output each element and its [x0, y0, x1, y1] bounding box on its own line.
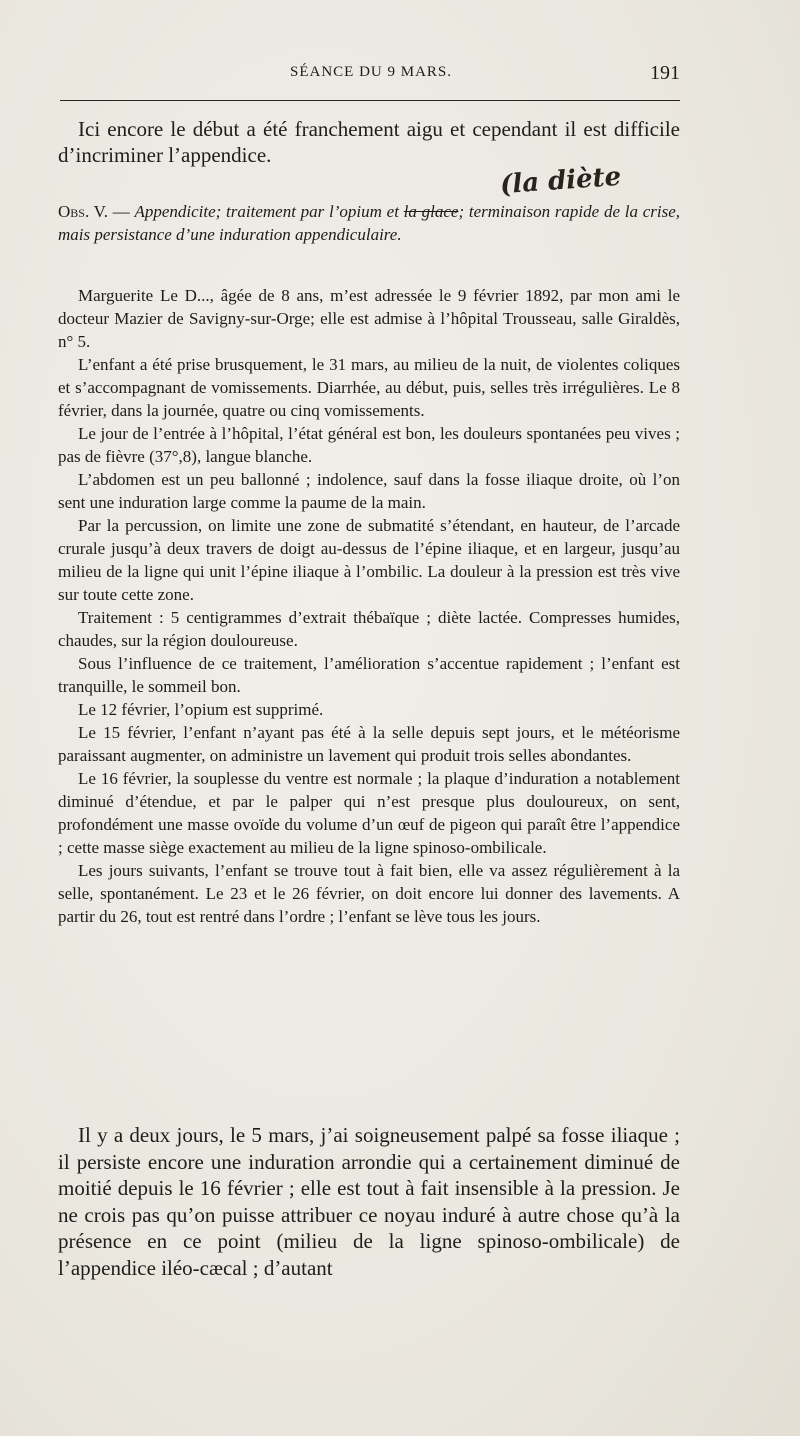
body-paragraph: L’abdomen est un peu ballonné ; indolence, sauf dans la fosse iliaque droite, où l’on sent une induration large comme la paume de la main.	[58, 470, 680, 512]
page-header	[60, 64, 680, 94]
body-paragraph: Le 16 février, la souplesse du ventre est normale ; la plaque d’induration a notablement diminué d’étendue, et par le palper qui n’est presque plus douloureux, on sent, profondément une masse ovoïde du volume d’un œuf de pigeon qui paraît être l’appendice ; cette masse siège exactement au milieu de la ligne spinoso-ombilicale.	[58, 769, 680, 857]
observation-label: Obs. V.	[58, 202, 108, 221]
page-number: 191	[650, 62, 680, 84]
body-paragraph: Sous l’influence de ce traitement, l’amélioration s’accentue rapidement ; l’enfant est tranquille, le sommeil bon.	[58, 654, 680, 696]
body-paragraph: L’enfant a été prise brusquement, le 31 mars, au milieu de la nuit, de violentes coliques et s’accompagnant de vomissements. Diarrhée, au début, puis, selles très irrégulières. Le 8 février, dans la journée, quatre ou cinq vomissements.	[58, 355, 680, 420]
final-paragraph: Il y a deux jours, le 5 mars, j’ai soigneusement palpé sa fosse iliaque ; il persiste encore une induration arrondie qui a certainement diminué de moitié depuis le 16 février ; elle est tout à fait insensible à la pression. Je ne crois pas qu’on puisse attribuer ce noyau induré à autre chose qu’à la présence en ce point (milieu de la ligne spinoso-ombilicale) de l’appendice iléo-cæcal ; d’autant	[58, 1123, 680, 1280]
observation-title-part2: ; terminaison rapide de la crise, mais persistance d’une induration appendiculaire.	[58, 202, 680, 244]
case-report-body	[58, 284, 680, 928]
header-rule	[60, 100, 680, 101]
body-paragraph: Par la percussion, on limite une zone de submatité s’étendant, en hauteur, de l’arcade crurale jusqu’à deux travers de doigt au-dessus de l’épine iliaque, et en largeur, jusqu’au milieu de la ligne qui unit l’épine iliaque à l’ombilic. La douleur à la pression est très vive sur toute cette zone.	[58, 516, 680, 604]
observation-heading	[58, 200, 680, 246]
body-paragraph: Marguerite Le D..., âgée de 8 ans, m’est adressée le 9 février 1892, par mon ami le docteur Mazier de Savigny-sur-Orge; elle est admise à l’hôpital Trousseau, salle Giraldès, n° 5.	[58, 286, 680, 351]
body-paragraph: Traitement : 5 centigrammes d’extrait thébaïque ; diète lactée. Compresses humides, chaudes, sur la région douloureuse.	[58, 608, 680, 650]
observation-title-part1: Appendicite; traitement par l’opium et	[134, 202, 404, 221]
running-title: SÉANCE DU 9 MARS.	[290, 64, 453, 80]
body-paragraph: Les jours suivants, l’enfant se trouve tout à fait bien, elle va assez régulièrement à la selle, spontanément. Le 23 et le 26 février, on doit encore lui donner des lavements. A partir du 26, tout est rentré dans l’ordre ; l’enfant se lève tous les jours.	[58, 861, 680, 926]
body-paragraph: Le 15 février, l’enfant n’ayant pas été à la selle depuis sept jours, et le météorisme paraissant augmenter, on administre un lavement qui produit trois selles abondantes.	[58, 723, 680, 765]
observation-struck-text: la glace	[403, 202, 459, 221]
body-paragraph: Le 12 février, l’opium est supprimé.	[78, 700, 324, 719]
intro-paragraph: Ici encore le début a été franchement aigu et cependant il est difficile d’incriminer l’appendice.	[58, 117, 680, 167]
body-paragraph: Le jour de l’entrée à l’hôpital, l’état général est bon, les douleurs spontanées peu vives ; pas de fièvre (37°,8), langue blanche.	[58, 424, 680, 466]
observation-dash: —	[107, 202, 135, 221]
final-paragraph-block	[58, 1122, 680, 1281]
intro-paragraph-block	[58, 116, 680, 168]
handwritten-annotation: (la diète	[499, 161, 623, 201]
